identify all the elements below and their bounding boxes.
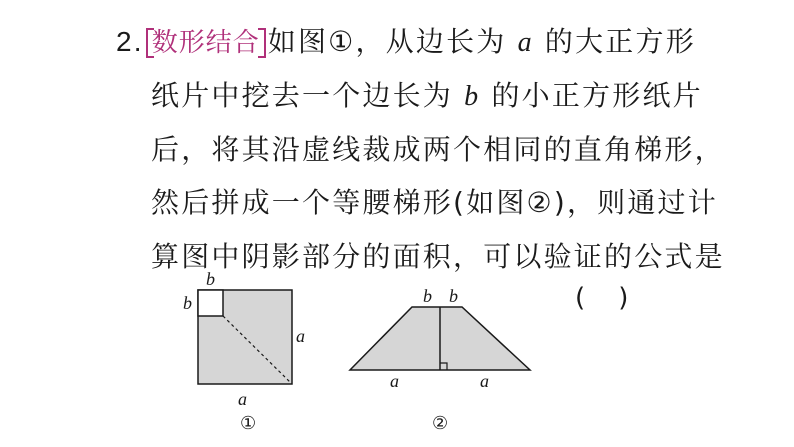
line1-text-b: 的大正方形 [544, 25, 696, 58]
category-tag: 数形结合 [146, 25, 266, 61]
label-b-right: b [449, 286, 458, 306]
line2-text-a: 纸片中挖去一个边长为 [151, 79, 454, 112]
label-a-right: a [296, 326, 305, 346]
figure-1 [170, 262, 320, 442]
answer-blank: ( ) [575, 283, 629, 313]
line2-text-b: 的小正方形纸片 [491, 79, 703, 112]
var-a: a [517, 27, 534, 58]
label-b-left: b [423, 286, 432, 306]
label-b-top: b [206, 269, 215, 289]
label-a-left: a [390, 371, 399, 391]
question-number: 2. [116, 26, 144, 57]
label-b-left: b [183, 293, 192, 313]
label-a-right: a [480, 371, 489, 391]
figure-2 [340, 282, 550, 442]
problem-line-2 [151, 78, 703, 115]
problem-line-4: 然后拼成一个等腰梯形(如图②)，则通过计 [151, 186, 718, 219]
small-square-removed [198, 290, 223, 316]
problem-line-1 [116, 24, 696, 61]
figure-2-caption: ② [432, 413, 449, 434]
line1-text-a: 如图①，从边长为 [267, 25, 507, 58]
problem-line-5: 算图中阴影部分的面积，可以验证的公式是 [151, 240, 725, 273]
problem-line-3: 后，将其沿虚线裁成两个相同的直角梯形， [151, 133, 725, 166]
label-a-bottom: a [238, 389, 247, 409]
var-b: b [464, 81, 481, 112]
figure-1-caption: ① [240, 413, 257, 434]
